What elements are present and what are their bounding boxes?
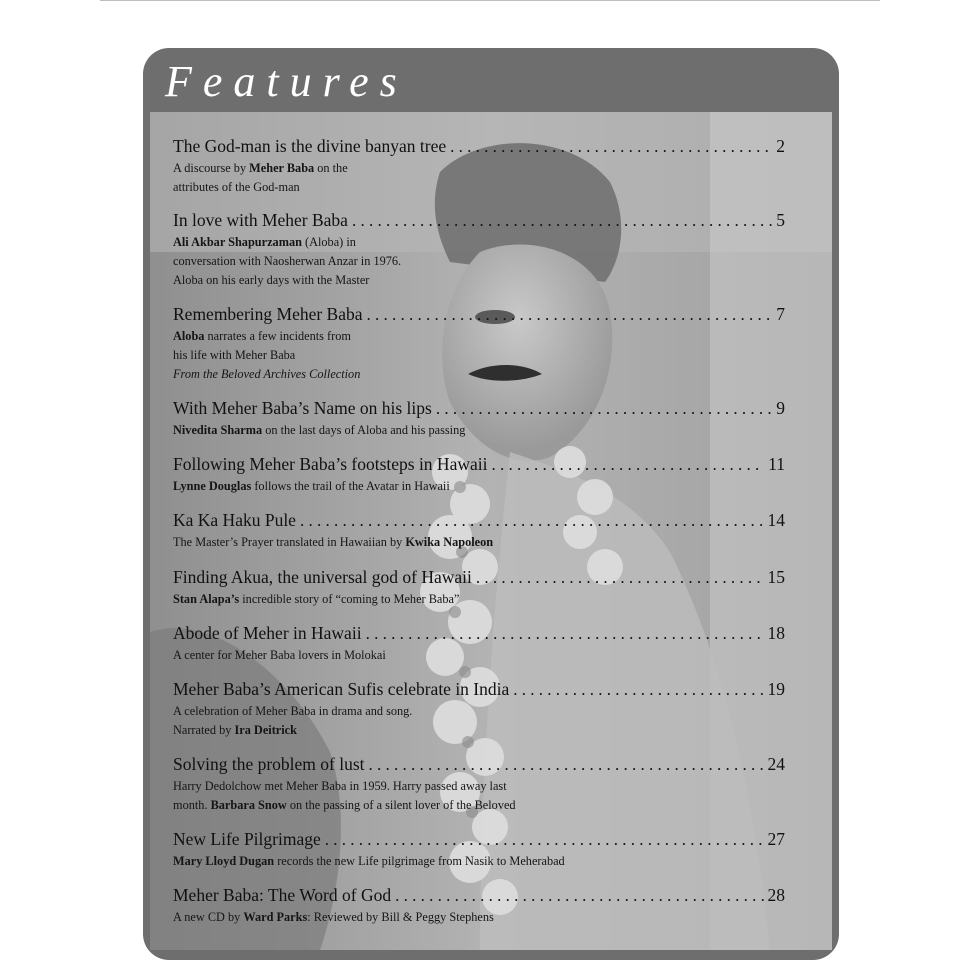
toc-entry[interactable]: [173, 884, 785, 927]
dot-leader: [366, 623, 764, 645]
entry-description: A discourse by Meher Baba on the attributes of the God-man: [173, 161, 348, 194]
entry-description: Mary Lloyd Dugan records the new Life pilgrimage from Nasik to Meherabad: [173, 854, 565, 868]
entry-title[interactable]: Following Meher Baba’s footsteps in Hawaii: [173, 454, 488, 474]
dot-leader: [491, 454, 764, 476]
dot-leader: [325, 829, 764, 851]
dot-leader: [352, 210, 772, 232]
dot-leader: [300, 510, 764, 532]
page-number: 18: [767, 623, 785, 643]
dot-leader: [436, 398, 772, 420]
dot-leader: [367, 304, 773, 326]
entry-description: Ali Akbar Shapurzaman (Aloba) in conversation with Naosherwan Anzar in 1976. Aloba on his early days with the Master: [173, 235, 402, 287]
features-panel: [143, 48, 839, 960]
entry-title[interactable]: New Life Pilgrimage: [173, 829, 321, 849]
page-number: 9: [776, 398, 785, 418]
page-number: 24: [767, 754, 785, 774]
entry-title[interactable]: Ka Ka Haku Pule: [173, 510, 296, 530]
entry-description: Aloba narrates a few incidents from his life with Meher Baba From the Beloved Archives Collection: [173, 329, 361, 381]
entry-description: Harry Dedolchow met Meher Baba in 1959. Harry passed away last month. Barbara Snow on the passing of a silent lover of the Beloved: [173, 779, 516, 812]
page-number: 14: [767, 510, 785, 530]
entry-title[interactable]: With Meher Baba’s Name on his lips: [173, 398, 432, 418]
toc-entry[interactable]: [173, 453, 785, 496]
dot-leader: [395, 885, 763, 907]
entry-description: A new CD by Ward Parks: Reviewed by Bill & Peggy Stephens: [173, 910, 494, 924]
toc-entry[interactable]: [173, 135, 785, 197]
entry-description: Stan Alapa’s incredible story of “coming to Meher Baba”: [173, 592, 460, 606]
toc-entry[interactable]: [173, 397, 785, 440]
page-number: 2: [776, 136, 785, 156]
page-number: 19: [767, 679, 785, 699]
dot-leader: [450, 136, 772, 158]
page-number: 15: [767, 567, 785, 587]
toc-entry[interactable]: [173, 622, 785, 665]
toc-entry[interactable]: [173, 509, 785, 552]
entry-description: A center for Meher Baba lovers in Molokai: [173, 648, 386, 662]
entry-title[interactable]: Remembering Meher Baba: [173, 304, 363, 324]
section-title: Features: [165, 57, 408, 106]
page-number: 5: [776, 210, 785, 230]
entry-title[interactable]: In love with Meher Baba: [173, 210, 348, 230]
dot-leader: [369, 754, 764, 776]
entry-title[interactable]: Abode of Meher in Hawaii: [173, 623, 362, 643]
entry-title[interactable]: Meher Baba’s American Sufis celebrate in India: [173, 679, 510, 699]
page-number: 11: [768, 454, 785, 474]
toc-entry[interactable]: [173, 828, 785, 871]
entry-title[interactable]: Meher Baba: The Word of God: [173, 885, 392, 905]
entry-description: A celebration of Meher Baba in drama and song. Narrated by Ira Deitrick: [173, 704, 413, 737]
page-number: 7: [776, 304, 785, 324]
dot-leader: [513, 679, 763, 701]
entry-title[interactable]: The God-man is the divine banyan tree: [173, 136, 447, 156]
entry-title[interactable]: Finding Akua, the universal god of Hawaii: [173, 567, 472, 587]
entry-description: Lynne Douglas follows the trail of the Avatar in Hawaii: [173, 479, 450, 493]
page-number: 27: [767, 829, 785, 849]
entry-title[interactable]: Solving the problem of lust: [173, 754, 365, 774]
dot-leader: [476, 567, 764, 589]
entry-description: Nivedita Sharma on the last days of Aloba and his passing: [173, 423, 466, 437]
page-number: 28: [767, 885, 785, 905]
entry-description: The Master’s Prayer translated in Hawaiian by Kwika Napoleon: [173, 535, 494, 549]
toc-entry[interactable]: [173, 753, 785, 815]
toc-entry[interactable]: [173, 566, 785, 609]
toc-entry[interactable]: [173, 209, 785, 290]
top-divider: [100, 0, 880, 1]
toc-entry[interactable]: [173, 678, 785, 740]
toc-entry[interactable]: [173, 303, 785, 384]
